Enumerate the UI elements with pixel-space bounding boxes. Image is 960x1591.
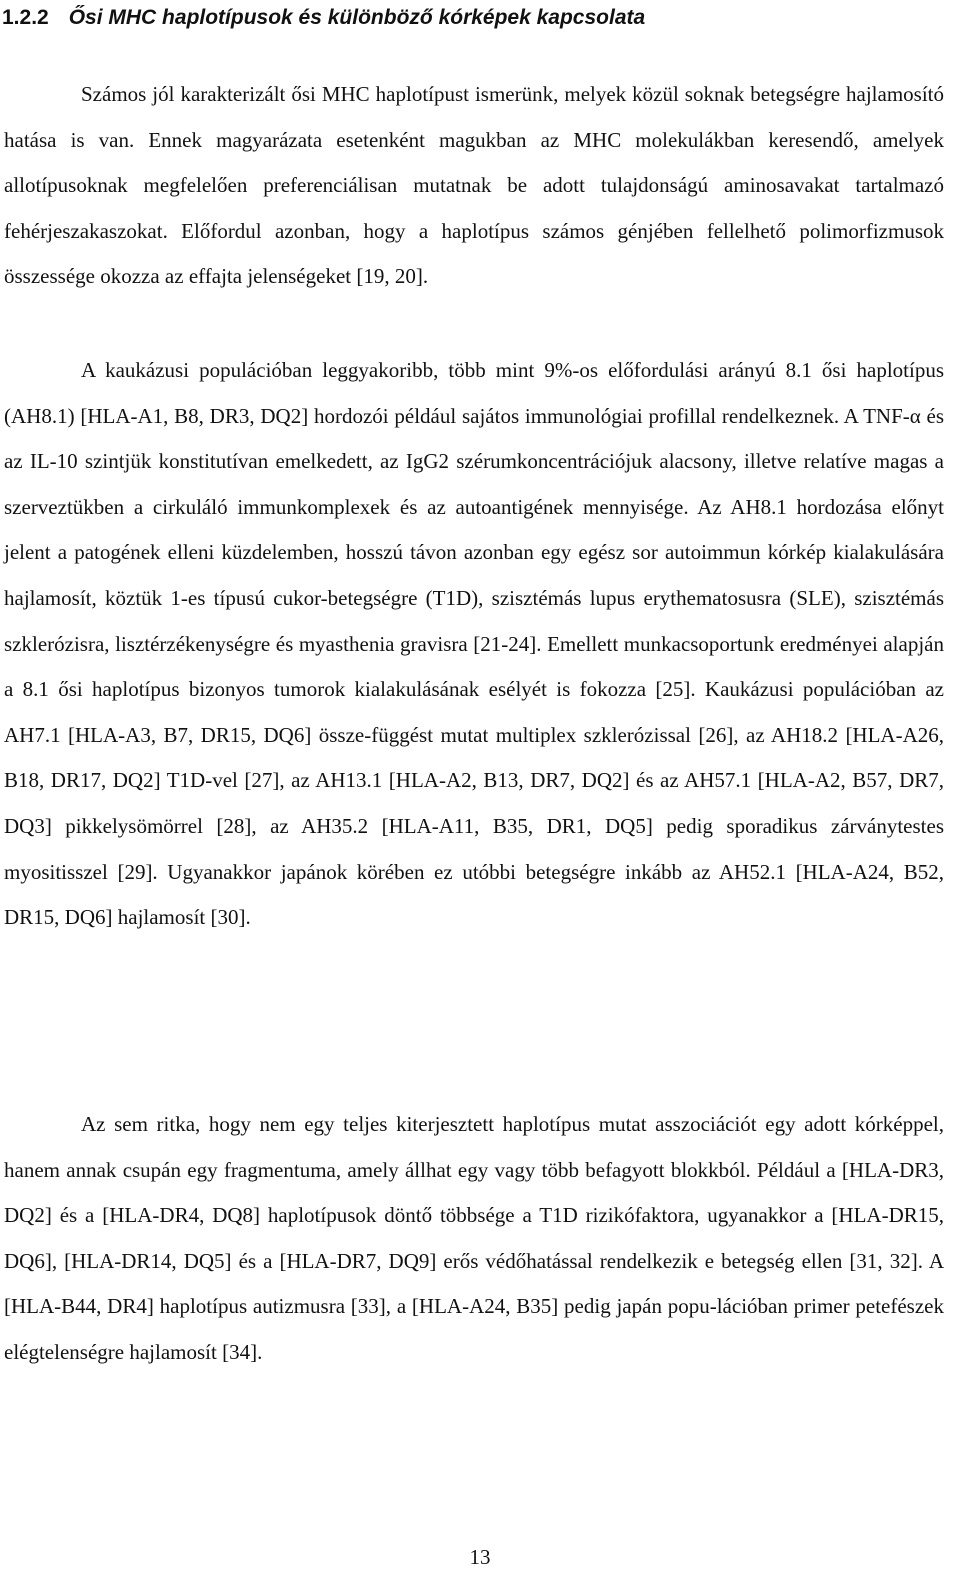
- paragraph-3: Az sem ritka, hogy nem egy teljes kiterjesztett haplotípus mutat asszociációt egy adott kórképpel, hanem annak csupán egy fragmentuma, amely állhat egy vagy több befagyott blokkból. Például a [HLA-DR3, DQ2] és a [HLA-DR4, DQ8] haplotípusok döntő többsége a T1D rizikófaktora, ugyanakkor a [HLA-DR15, DQ6], [HLA-DR14, DQ5] és a [HLA-DR7, DQ9] erős védőhatással rendelkezik e betegség ellen [31, 32]. A [HLA-B44, DR4] haplotípus autizmusra [33], a [HLA-A24, B35] pedig japán popu-lációban primer petefészek elégtelenségre hajlamosít [34].: [4, 1112, 944, 1364]
- page-number: 13: [469, 1545, 491, 1569]
- paragraph-2: A kaukázusi populációban leggyakoribb, több mint 9%-os előfordulási arányú 8.1 ősi haplotípus (AH8.1) [HLA-A1, B8, DR3, DQ2] hordozói például sajátos immunológiai profillal rendelkeznek. A TNF-α és az IL-10 szintjük konstitutívan emelkedett, az IgG2 szérumkoncentrációjuk alacsony, illetve relatíve magas a szerveztükben a cirkuláló immunkomplexek és az autoantigének mennyisége. Az AH8.1 hordozása előnyt jelent a patogének elleni küzdelemben, hosszú távon azonban egy egész sor autoimmun kórkép kialakulására hajlamosít, köztük 1-es típusú cukor-betegségre (T1D), szisztémás lupus erythematosusra (SLE), szisztémás szklerózisra, lisztérzékenységre és myasthenia gravisra [21-24]. Emellett munkacsoportunk eredményei alapján a 8.1 ősi haplotípus bizonyos tumorok kialakulásának esélyét is fokozza [25]. Kaukázusi populációban az AH7.1 [HLA-A3, B7, DR15, DQ6] össze-függést mutat multiplex szklerózissal [26], az AH18.2 [HLA-A26, B18, DR17, DQ2] T1D-vel [27], az AH13.1 [HLA-A2, B13, DR7, DQ2] és az AH57.1 [HLA-A2, B57, DR7, DQ3] pikkelysömörrel [28], az AH35.2 [HLA-A11, B35, DR1, DQ5] pedig sporadikus zárványtestes myositisszel [29]. Ugyanakkor japánok körében ez utóbbi betegségre inkább az AH52.1 [HLA-A24, B52, DR15, DQ6] hajlamosít [30].: [4, 358, 944, 930]
- section-number: 1.2.2: [2, 6, 49, 29]
- section-title: Ősi MHC haplotípusok és különböző kórképek kapcsolata: [68, 6, 646, 29]
- section-heading: [2, 4, 645, 32]
- paragraph-1: Számos jól karakterizált ősi MHC haplotípust ismerünk, melyek közül soknak betegségre hajlamosító hatása is van. Ennek magyarázata esetenként magukban az MHC molekulákban keresendő, amelyek allotípusoknak megfelelően preferenciálisan mutatnak be adott tulajdonságú aminosavakat tartalmazó fehérjeszakaszokat. Előfordul azonban, hogy a haplotípus számos génjében fellelhető polimorfizmusok összessége okozza az effajta jelenségeket [19, 20].: [4, 82, 944, 289]
